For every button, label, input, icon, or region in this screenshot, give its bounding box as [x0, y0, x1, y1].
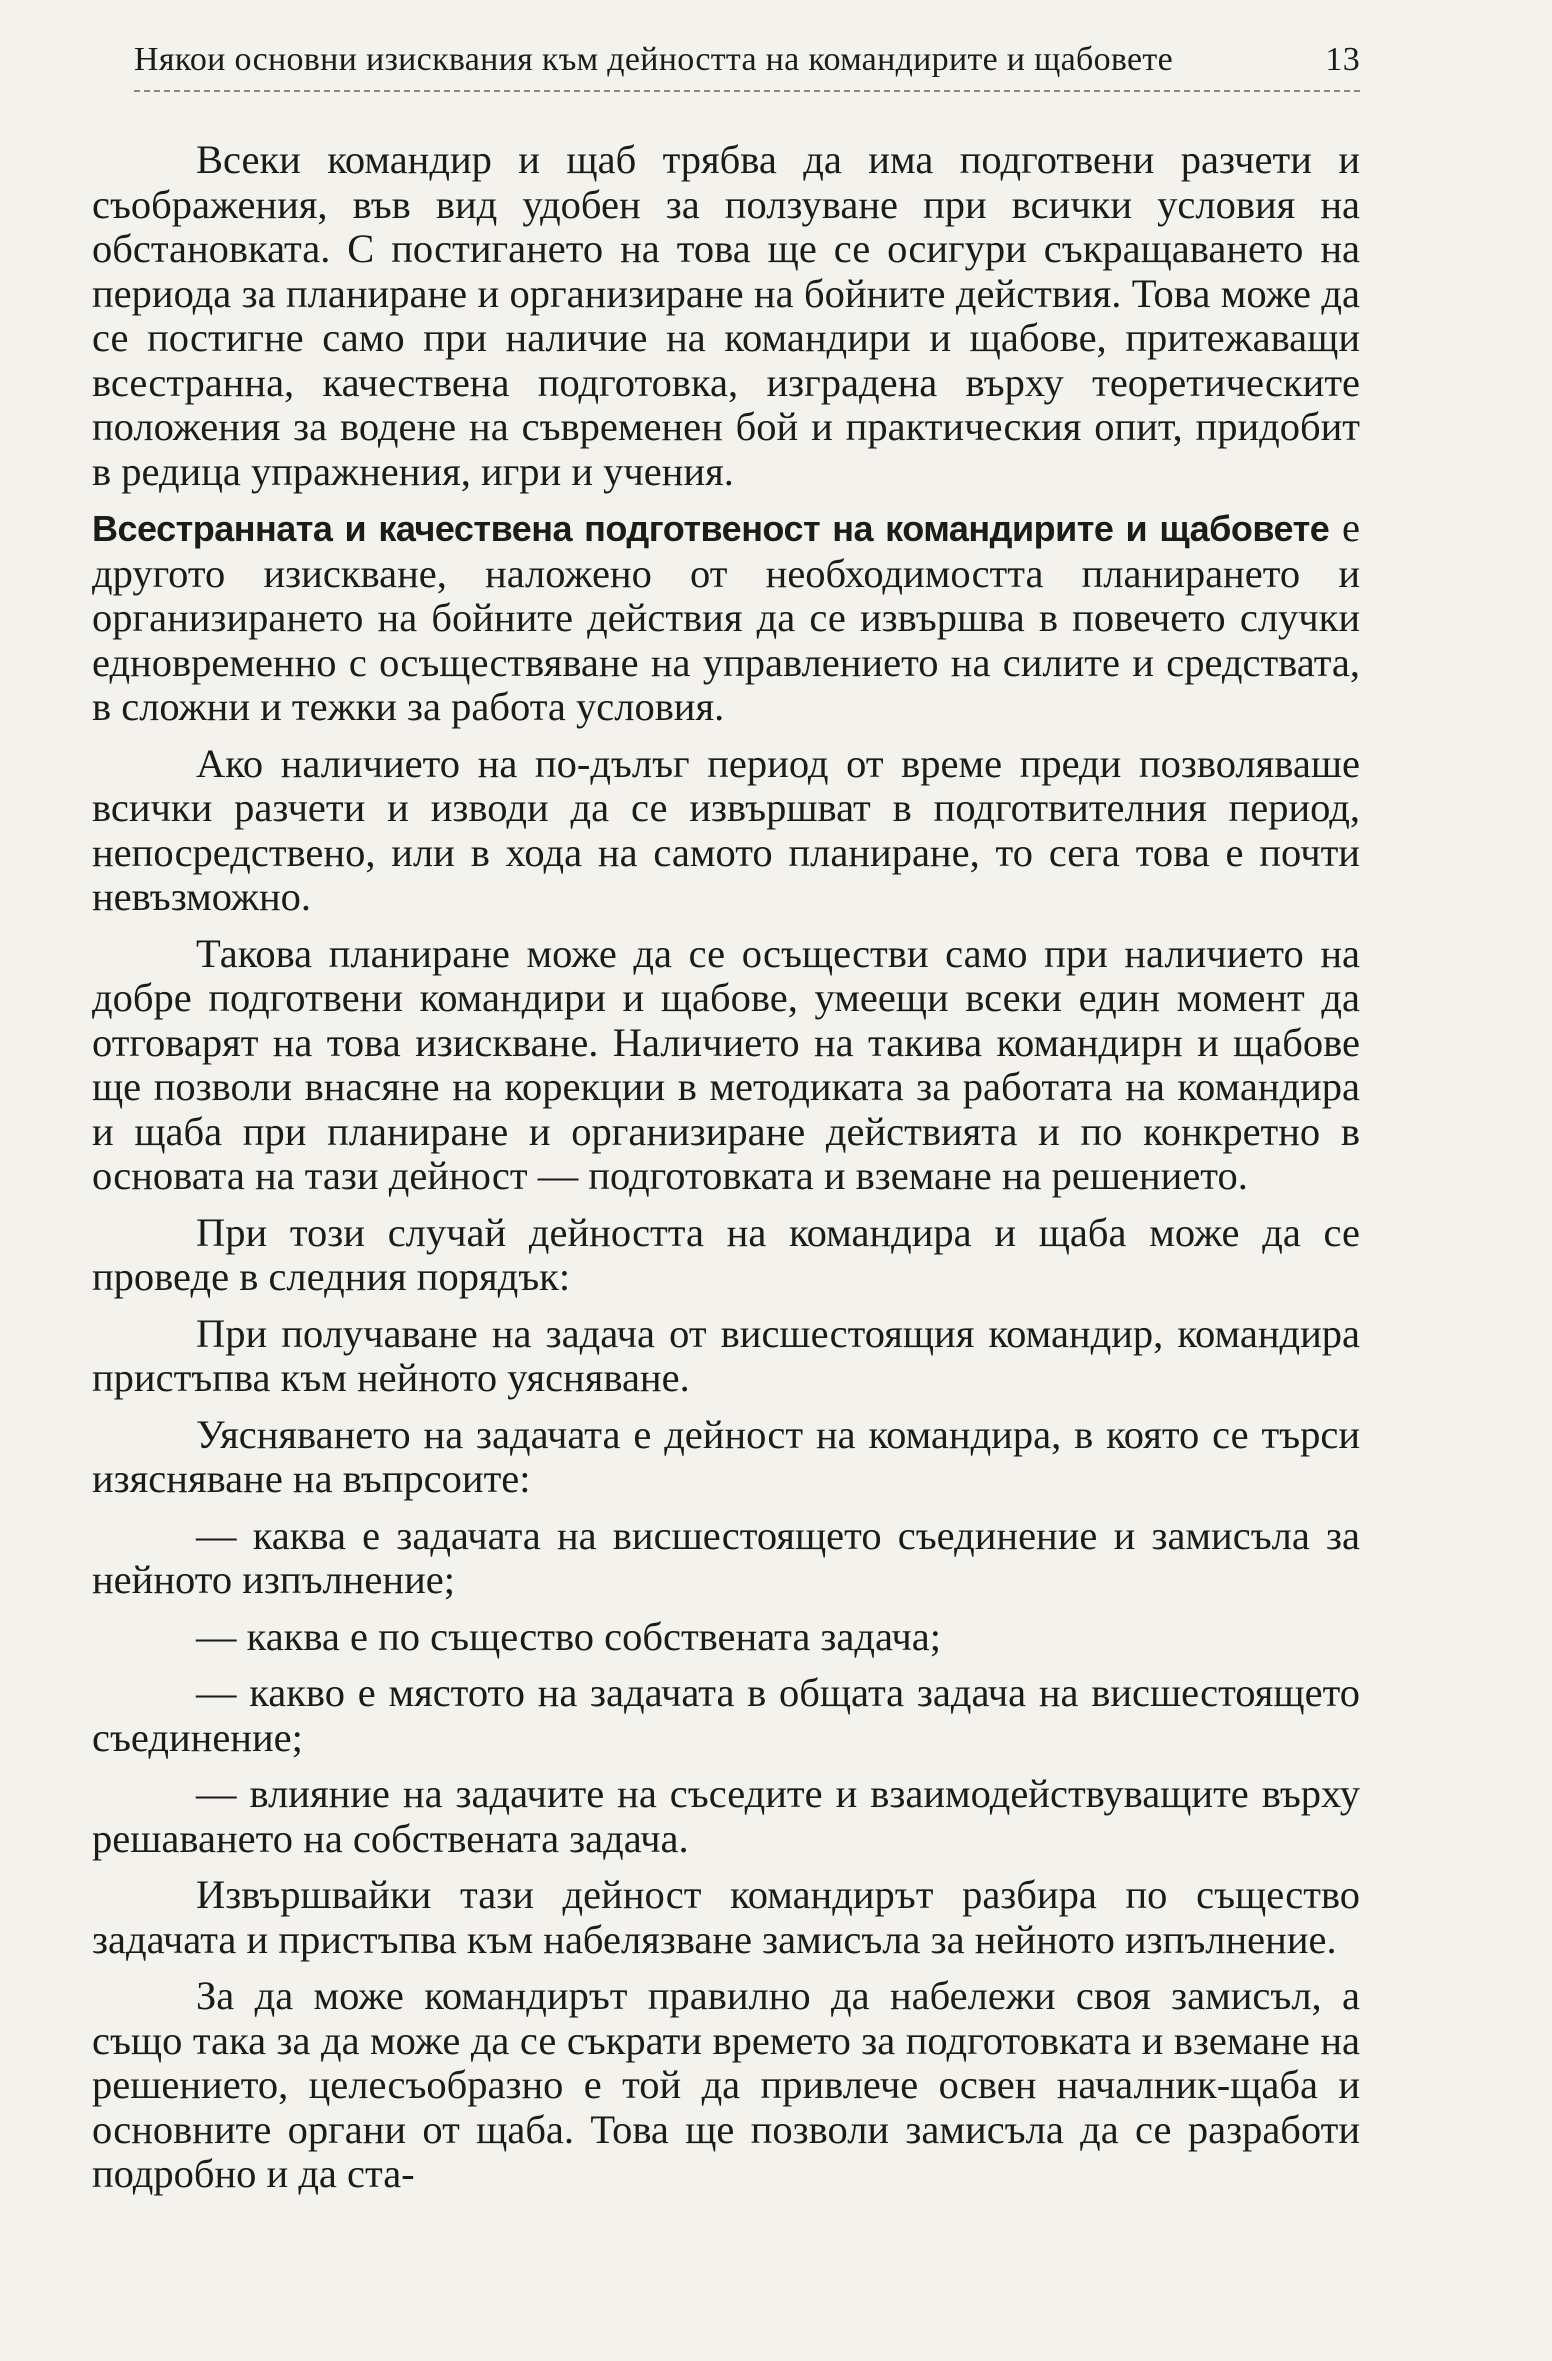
- list-item: — каква е задачата на висшестоящето съединение и замисъла за нейното изпълнение;: [92, 1512, 1360, 1602]
- paragraph: Уясняването на задачата е дейност на командира, в която се търси изясняване на въпрсоите:: [92, 1411, 1360, 1501]
- paragraph: Ако наличието на по-дълъг период от време преди позволяваше всички разчети и изводи да се извършват в подготвителния период, непосредствено, или в хода на самото планиране, то сега това е почти невъзможно.: [92, 740, 1360, 919]
- paragraph: Всеки командир и щаб трябва да има подготвени разчети и съображения, във вид удобен за ползуване при всички условия на обстановката. С постигането на това ще се осигури съкращаването на периода за планиране и организиране на бойните действия. Това може да се постигне само при наличие на командири и щабове, притежаващи всестранна, качествена подготовка, изградена върху теоретическите положения за водене на съвременен бой и практическия опит, придобит в редица упражнения, игри и учения.: [92, 137, 1360, 494]
- paragraph: При този случай дейността на командира и щаба може да се проведе в следния порядък:: [92, 1209, 1360, 1299]
- paragraph-rest-text: е другото изискване, наложено от необходимостта планирането и организирането на бойните действия да се извършва в повечето случки едновременно с осъществяване на управлението на силите и средствата, в сложни и тежки за работа условия.: [92, 505, 1360, 729]
- paragraph: Такова планиране може да се осъществи само при наличието на добре подготвени командири и щабове, умеещи всеки един момент да отговарят на това изискване. Наличието на такива командирн и щабове ще позволи внасяне на корекции в методиката за работата на командира и щаба при планиране и организиране действията и по конкретно в основата на тази дейност — подготовката и вземане на решението.: [92, 930, 1360, 1198]
- list-item: — каква е по същество собствената задача;: [196, 1613, 941, 1659]
- paragraph-bold-lead: [92, 506, 1360, 730]
- bold-lead-text: Всестранната и качествена подготвеност на командирите и щабовете: [92, 508, 1330, 549]
- paragraph: За да може командирът правилно да набележи своя замисъл, а също така за да може да се съкрати времето за подготовката и вземане на решението, целесъобразно е той да привлече освен началник-щаба и основните органи от щаба. Това ще позволи замисъла да се разработи подробно и да ста-: [92, 1973, 1360, 2196]
- running-header: [134, 34, 1360, 92]
- running-header-title: Някои основни изисквания към дейността на командирите и щабовете: [134, 41, 1173, 78]
- list-item: — влияние на задачите на съседите и взаимодействуващите върху решаването на собствената задача.: [92, 1771, 1360, 1861]
- paragraph: При получаване на задача от висшестоящия командир, командира пристъпва към нейното уясняване.: [92, 1310, 1360, 1400]
- list-item: — какво е мястото на задачата в общата задача на висшестоящето съединение;: [92, 1670, 1360, 1760]
- paragraph: Извършвайки тази дейност командирът разбира по същество задачата и пристъпва към набелязване замисъла за нейното изпълнение.: [92, 1872, 1360, 1962]
- page-number: 13: [1325, 41, 1360, 78]
- body-text: [92, 138, 1360, 2209]
